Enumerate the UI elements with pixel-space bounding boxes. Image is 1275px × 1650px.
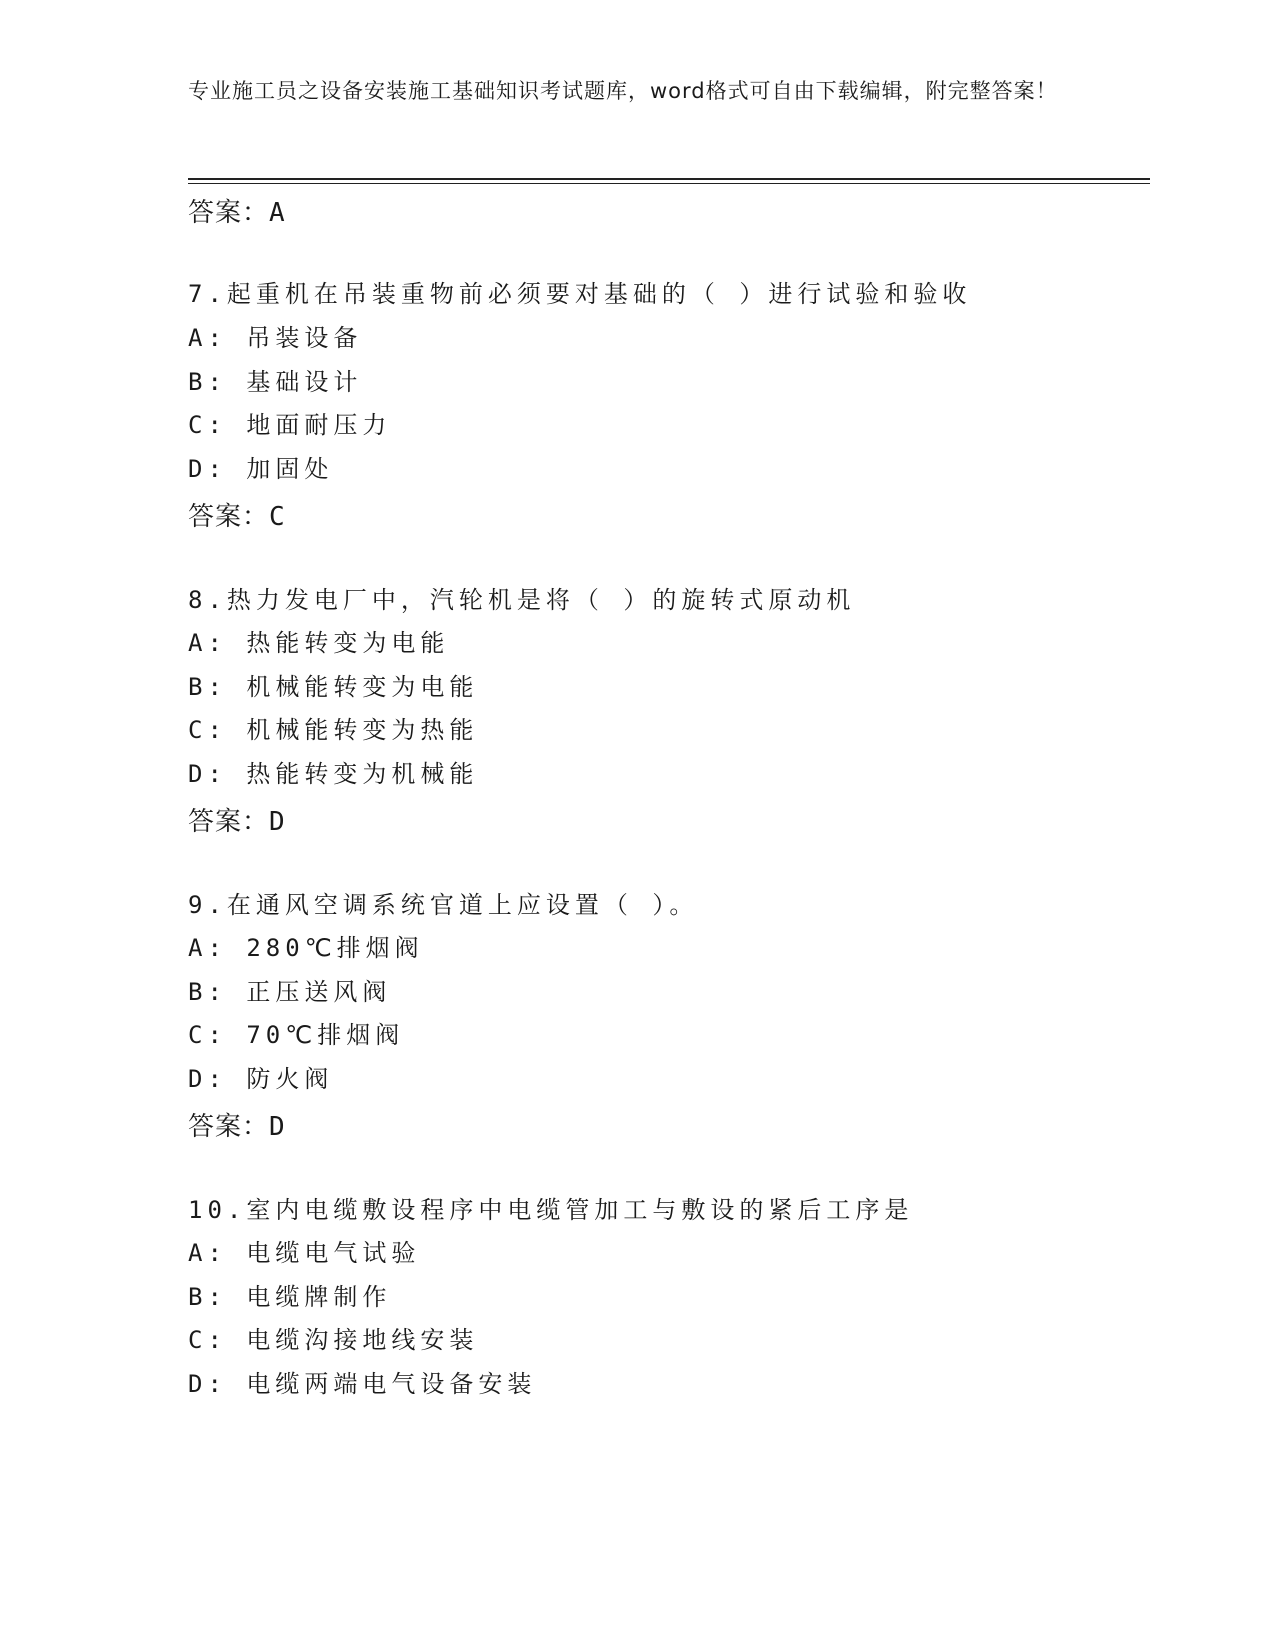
question-10-option-a: A: 电缆电气试验 <box>188 1239 421 1267</box>
answer-value: C <box>269 502 286 532</box>
question-7-answer <box>188 496 286 533</box>
question-7-stem: 7.起重机在吊装重物前必须要对基础的（ ）进行试验和验收 <box>188 280 972 308</box>
question-9-option-b: B: 正压送风阀 <box>188 978 392 1006</box>
question-10-option-d: D: 电缆两端电气设备安装 <box>188 1370 537 1398</box>
answer-value: A <box>269 198 286 228</box>
question-8-option-a: A: 热能转变为电能 <box>188 629 450 657</box>
question-8-option-d: D: 热能转变为机械能 <box>188 760 479 788</box>
answer-label: 答案： <box>188 1112 270 1142</box>
question-9-option-c: C: 70℃排烟阀 <box>188 1021 405 1049</box>
question-7-option-a: A: 吊装设备 <box>188 324 363 352</box>
answer-value: D <box>269 807 286 837</box>
question-8-option-c: C: 机械能转变为热能 <box>188 716 479 744</box>
question-8-option-b: B: 机械能转变为电能 <box>188 673 479 701</box>
question-10-option-c: C: 电缆沟接地线安装 <box>188 1326 479 1354</box>
question-7-option-b: B: 基础设计 <box>188 368 363 396</box>
question-9-option-a: A: 280℃排烟阀 <box>188 934 424 962</box>
question-9-answer <box>188 1106 286 1143</box>
question-9-stem: 9.在通风空调系统官道上应设置（ ）。 <box>188 891 699 919</box>
question-10-option-b: B: 电缆牌制作 <box>188 1283 392 1311</box>
question-8-answer <box>188 801 286 838</box>
answer-value: D <box>269 1112 286 1142</box>
answer-label: 答案： <box>188 502 270 532</box>
question-9-option-d: D: 防火阀 <box>188 1065 334 1093</box>
header-rule-thick <box>188 178 1150 180</box>
document-header: 专业施工员之设备安装施工基础知识考试题库，word格式可自由下载编辑，附完整答案！ <box>188 79 1058 103</box>
answer-label: 答案： <box>188 807 270 837</box>
question-7-option-c: C: 地面耐压力 <box>188 411 392 439</box>
question-7-option-d: D: 加固处 <box>188 455 334 483</box>
answer-label: 答案： <box>188 198 270 228</box>
header-rule-thin <box>188 183 1150 184</box>
answer-previous <box>188 192 286 229</box>
question-10-stem: 10.室内电缆敷设程序中电缆管加工与敷设的紧后工序是 <box>188 1196 914 1224</box>
question-8-stem: 8.热力发电厂中，汽轮机是将（ ）的旋转式原动机 <box>188 586 856 614</box>
